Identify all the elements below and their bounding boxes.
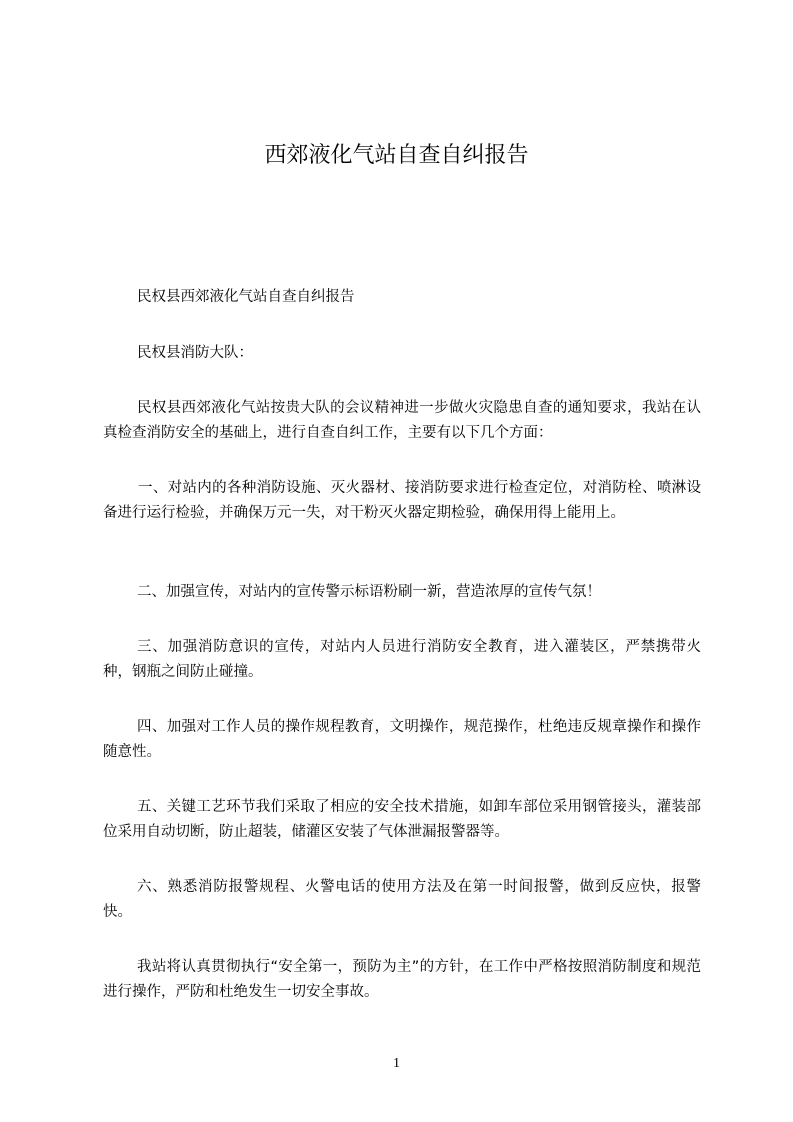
document-title: 西郊液化气站自查自纠报告 [264,143,529,168]
item-paragraph-6: 六、熟悉消防报警规程、火警电话的使用方法及在第一时间报警，做到反应快，报警快。 [103,879,701,920]
document-subtitle: 民权县西郊液化气站自查自纠报告 [137,289,355,305]
item-paragraph-5: 五、关键工艺环节我们采取了相应的安全技术措施，如卸车部位采用钢管接头，灌装部位采用自动切断，防止超装，储灌区安装了气体泄漏报警器等。 [103,799,701,840]
intro-paragraph: 民权县西郊液化气站按贵大队的会议精神进一步做火灾隐患自查的通知要求，我站在认真检查消防安全的基础上，进行自查自纠工作，主要有以下几个方面： [103,400,701,441]
item-paragraph-1: 一、对站内的各种消防设施、灭火器材、接消防要求进行检查定位，对消防栓、喷淋设备进行运行检验，并确保万元一失，对干粉灭火器定期检验，确保用得上能用上。 [103,480,701,521]
item-paragraph-4: 四、加强对工作人员的操作规程教育，文明操作，规范操作，杜绝违反规章操作和操作随意性。 [103,719,701,760]
item-paragraph-2: 二、加强宣传，对站内的宣传警示标语粉刷一新，营造浓厚的宣传气氛！ [137,584,601,600]
conclusion-paragraph: 我站将认真贯彻执行“安全第一，预防为主”的方针，在工作中严格按照消防制度和规范进行操作，严防和杜绝发生一切安全事故。 [103,959,701,1000]
salutation: 民权县消防大队： [137,345,253,361]
item-paragraph-3: 三、加强消防意识的宣传，对站内人员进行消防安全教育，进入灌装区，严禁携带火种，钢瓶之间防止碰撞。 [103,639,701,680]
page-number: 1 [393,1056,400,1071]
